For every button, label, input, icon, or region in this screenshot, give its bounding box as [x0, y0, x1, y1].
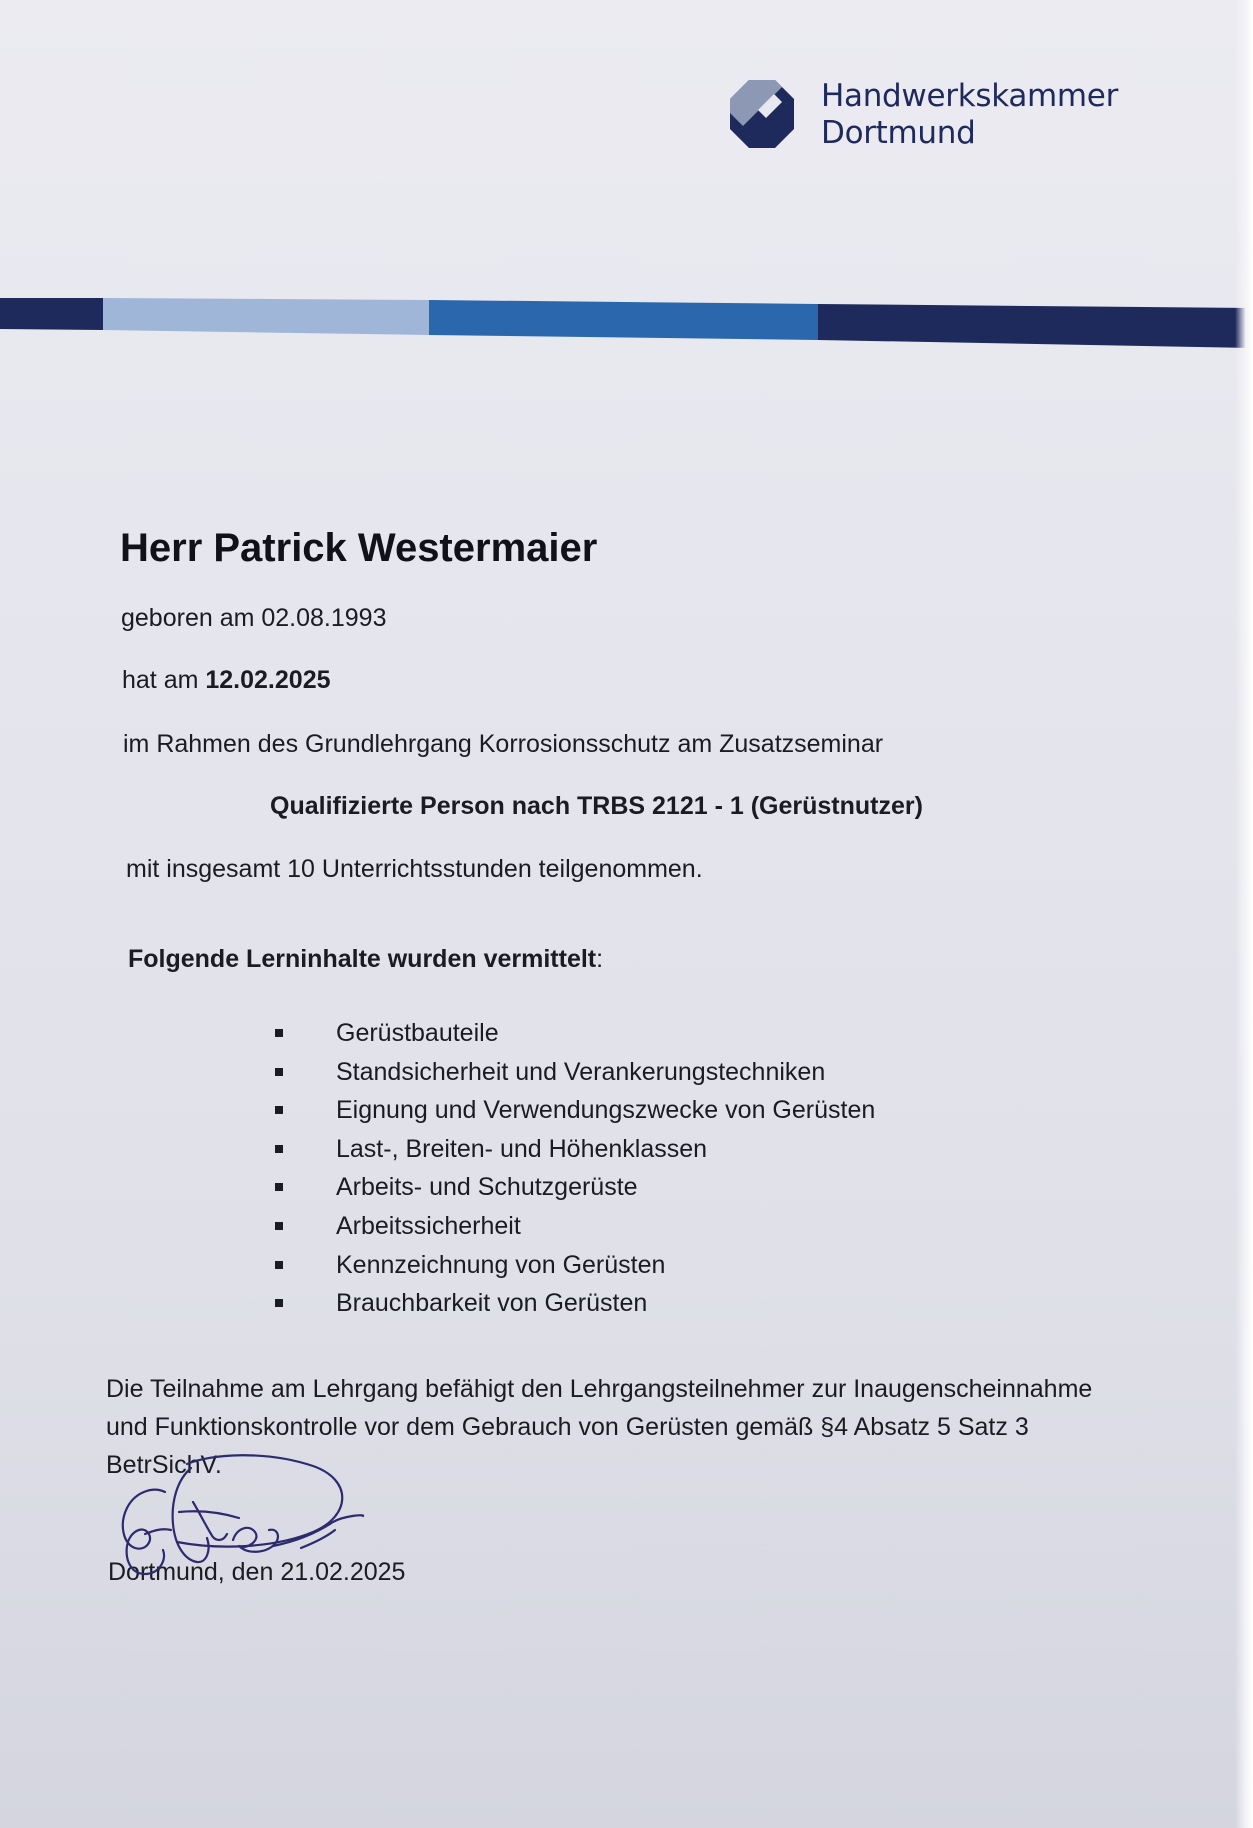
square-bullet-icon	[275, 1106, 283, 1114]
paper-edge	[1235, 0, 1253, 1828]
birth-date: geboren am 02.08.1993	[121, 604, 387, 632]
course-frame-text: im Rahmen des Grundlehrgang Korrosionsschutz am Zusatzseminar	[123, 730, 884, 758]
list-item-label: Gerüstbauteile	[336, 1019, 499, 1047]
square-bullet-icon	[275, 1068, 283, 1076]
hours-text: mit insgesamt 10 Unterrichtsstunden teilgenommen.	[126, 855, 703, 883]
header-color-bar	[0, 298, 1253, 348]
organization-name-line2: Dortmund	[821, 115, 976, 151]
bar-segment-dark-right	[818, 304, 1253, 348]
list-item-label: Arbeitssicherheit	[336, 1211, 521, 1240]
organization-logo	[730, 78, 1119, 168]
square-bullet-icon	[275, 1183, 283, 1191]
square-bullet-icon	[275, 1299, 283, 1307]
attendance-date-prefix: hat am	[122, 666, 206, 694]
organization-name-line1: Handwerkskammer	[821, 78, 1119, 114]
handwritten-signature	[115, 1450, 375, 1590]
list-item-label: Brauchbarkeit von Gerüsten	[336, 1289, 648, 1318]
learning-heading-colon: :	[596, 945, 604, 973]
learning-heading	[128, 945, 603, 974]
square-bullet-icon	[275, 1222, 283, 1230]
bar-segment-dark-left	[0, 298, 103, 330]
bar-segment-light	[103, 298, 429, 335]
square-bullet-icon	[275, 1261, 283, 1269]
list-item-label: Standsicherheit und Verankerungstechniken	[336, 1057, 826, 1086]
list-item-label: Arbeits- und Schutzgerüste	[336, 1173, 638, 1202]
bar-segment-mid	[429, 300, 818, 340]
list-item-label: Eignung und Verwendungszwecke von Gerüsten	[336, 1096, 876, 1125]
course-title: Qualifizierte Person nach TRBS 2121 - 1 (Gerüstnutzer)	[270, 792, 923, 820]
attendance-date: 12.02.2025	[205, 666, 331, 694]
learning-heading-text: Folgende Lerninhalte wurden vermittelt	[128, 945, 597, 973]
list-item-label: Last-, Breiten- und Höhenklassen	[336, 1134, 708, 1163]
qualification-line-2: und Funktionskontrolle vor dem Gebrauch von Gerüsten gemäß §4 Absatz 5 Satz 3	[106, 1413, 1029, 1441]
qualification-line-1: Die Teilnahme am Lehrgang befähigt den Lehrgangsteilnehmer zur Inaugenscheinnahme	[106, 1375, 1093, 1403]
square-bullet-icon	[275, 1145, 283, 1153]
hwk-octagon-logo-icon	[730, 80, 794, 148]
list-item-label: Kennzeichnung von Gerüsten	[336, 1250, 666, 1279]
organization-name	[821, 78, 1118, 152]
attendance-date-line	[122, 666, 331, 695]
place-and-date: Dortmund, den 21.02.2025	[108, 1558, 406, 1586]
qualification-line-3: BetrSichV.	[106, 1451, 222, 1479]
square-bullet-icon	[275, 1029, 283, 1037]
recipient-name: Herr Patrick Westermaier	[120, 526, 598, 570]
